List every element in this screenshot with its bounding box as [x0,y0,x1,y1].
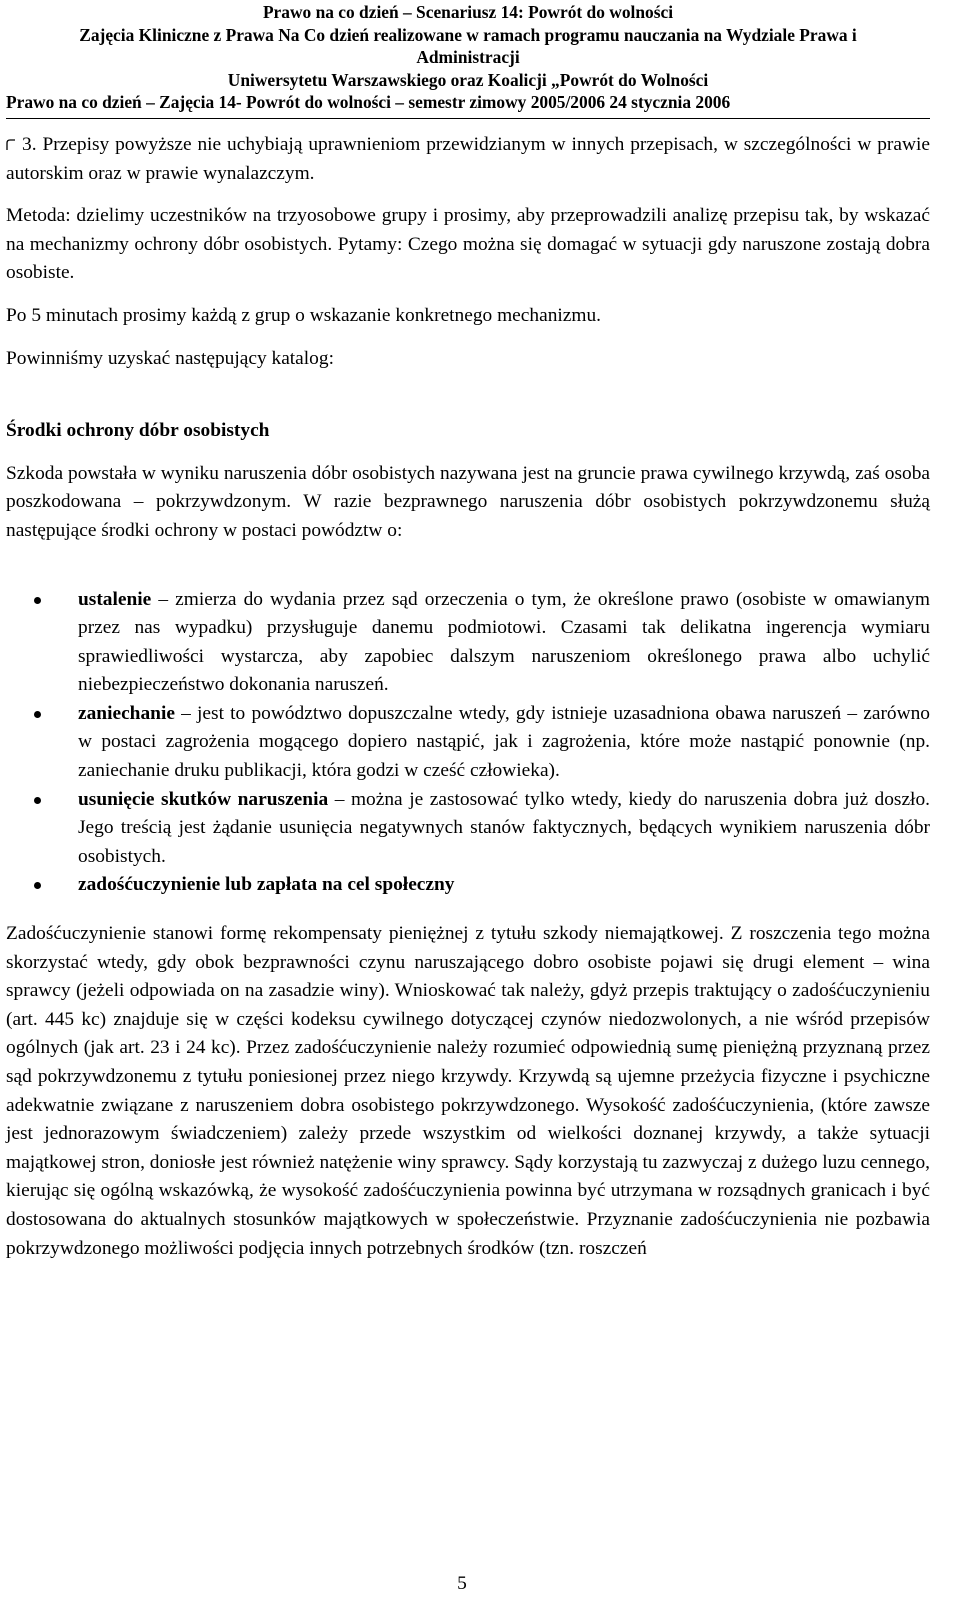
paragraph-metoda [6,202,930,288]
list-item-term: zaniechanie [78,702,175,724]
list-item-text: – jest to powództwo dopuszczalne wtedy, gdy istnieje uzasadniona obawa naruszeń – zarówno w postaci zagrożenia mogącego dopiero nastąpić, jak i zagrożenia, które może nastąpić ponownie (np. zaniechanie druku publikacji, która godzi w cześć człowieka). [78,702,930,782]
list-item-ustalenie [6,586,930,700]
bullet-icon [34,797,41,804]
paragraph-po-5-minutach: Po 5 minutach prosimy każdą z grup o wskazanie konkretnego mechanizmu. [6,304,602,326]
list-item-text: – zmierza do wydania przez sąd orzeczenia o tym, że określone prawo (osobiste w omawianym przez nas wypadku) przysługuje danemu podmiotowi. Czasami tak delikatna ingerencja wymiaru sprawiedliwości wystarcza, aby zapobiec dalszym naruszeniom określonego prawa albo uchylić niebezpieczeństwo dokonania naruszeń. [78,588,930,696]
list-item-zaniechanie [6,700,930,786]
header-subtitle-line1: Zajęcia Kliniczne z Prawa Na Co dzień realizowane w ramach programu nauczania na Wydziale Prawa i [79,24,857,45]
list-item-usuniecie-skutkow [6,786,930,872]
remedies-list [6,586,930,901]
metoda-text: : dzielimy uczestników na trzyosobowe grupy i prosimy, aby przeprowadzili analizę przepisu tak, by wskazać na mechanizmy ochrony dóbr osobistych. Pytamy: Czego można się domagać w sytuacji gdy naruszone zostają dobra osobiste. [6,205,930,284]
metoda-label: Metoda [6,205,66,227]
paragraph-katalog-intro: Powinniśmy uzyskać następujący katalog: [6,347,334,369]
page-header [6,1,930,119]
paragraph-przepisy [6,131,930,188]
bullet-icon [34,711,41,718]
bullet-icon [34,597,41,604]
page-number: 5 [457,1573,467,1594]
footnote-mark-icon [6,139,16,151]
list-item-term: usunięcie skutków naruszenia [78,788,329,810]
paragraph-szkoda: Szkoda powstała w wyniku naruszenia dóbr osobistych nazywana jest na gruncie prawa cywilnego krzywdą, zaś osoba poszkodowana – pokrzywdzonym. W razie bezprawnego naruszenia dóbr osobistych pokrzywdzonemu służą następujące środki ochrony w postaci powództw o: [6,462,930,541]
document-page [6,0,930,1263]
header-title: Prawo na co dzień – Scenariusz 14: Powrót do wolności [262,2,674,22]
header-date-line: Prawo na co dzień – Zajęcia 14- Powrót do wolności – semestr zimowy 2005/2006 24 stycznia 2006 [6,92,731,113]
bullet-icon [34,882,41,889]
section-title: Środki ochrony dóbr osobistych [6,420,270,442]
list-item-text: – można je zastosować tylko wtedy, kiedy do naruszenia dobra już doszło. Jego treścią jest żądanie usunięcia negatywnych stanów faktycznych, będących wynikiem naruszenia dóbr osobistych. [78,788,930,867]
paragraph-przepisy-text: 3. Przepisy powyższe nie uchybiają uprawnieniom przewidzianym w innych przepisach, w szczególności w prawie autorskim oraz w prawie wynalazczym. [6,133,930,184]
list-item-zadoscuczynienie [6,871,930,900]
list-item-term: zadośćuczynienie lub zapłata na cel społeczny [78,874,455,896]
paragraph-zadoscuczynienie: Zadośćuczynienie stanowi formę rekompensaty pieniężnej z tytułu szkody niemajątkowej. Z roszczenia tego można skorzystać wtedy, gdy obok bezprawności czynu naruszającego dobro osobiste pojawi się drugi element – wina sprawcy (jeżeli odpowiada on na zasadzie winy). Wnioskować tak należy, gdyż przepis traktujący o zadośćuczynieniu (art. 445 kc) znajduje się w części kodeksu cywilnego dotyczącej czynów niedozwolonych, a nie wśród przepisów ogólnych (jak art. 23 i 24 kc). Przez zadośćuczynienie należy rozumieć odpowiednią sumę pieniężną przyznaną przez sąd pokrzywdzonemu z tytułu poniesionej przez niego krzywdy. Krzywdą są ujemne przeżycia fizyczne i psychiczne adekwatnie związane z naruszeniem dobra osobistego pokrzywdzonego. Wysokość zadośćuczynienia, (które zawsze jest jednorazowym świadczeniem) zależy przede wszystkim od wielkości doznanej krzywdy, a także sytuacji majątkowej stron, doniosłe jest również natężenie winy sprawcy. Sądy korzystają tu zazwyczaj z dużego luzu cennego, kierując się ogólną wskazówką, że wysokość zadośćuczynienia powinna być utrzymana w rozsądnych granicach i być dostosowana do aktualnych stosunków majątkowych w społeczeństwie. Przyznanie zadośćuczynienia nie pozbawia pokrzywdzonego możliwości podjęcia innych potrzebnych środków (tzn. roszczeń [6,923,930,1259]
header-subtitle-line3: Uniwersytetu Warszawskiego oraz Koalicji „Powrót do Wolności [227,69,709,90]
header-subtitle-line2: Administracji [416,47,520,68]
list-item-term: ustalenie [78,588,152,610]
